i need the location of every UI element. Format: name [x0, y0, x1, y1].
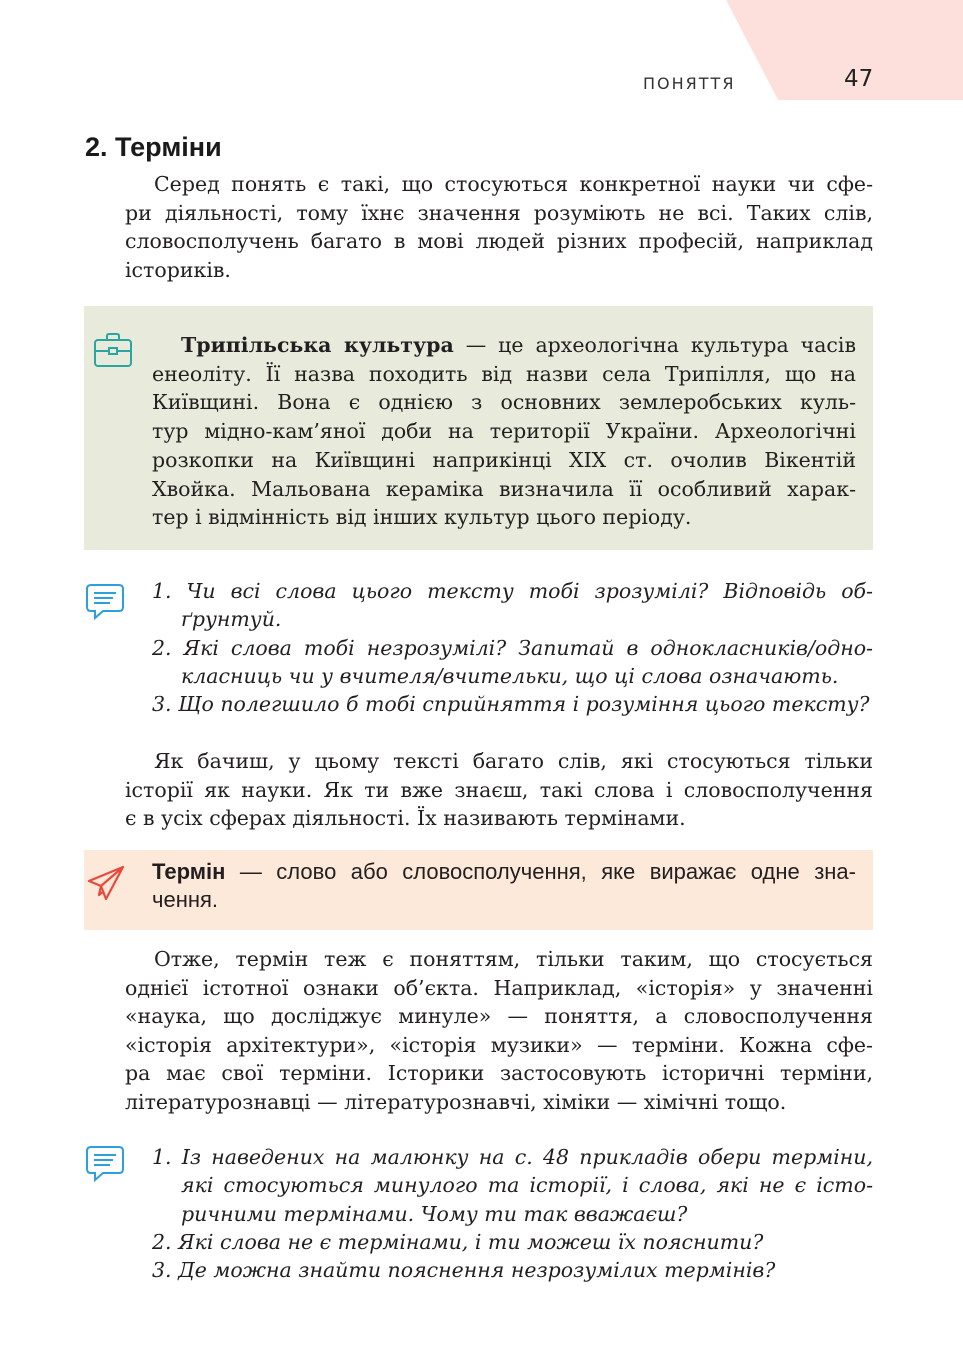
text-line: Київщині. Вона є однією з основних землеробських куль- — [152, 390, 856, 415]
text-line: ра має свої терміни. Історики застосовують історичні терміни, — [125, 1061, 873, 1085]
text-line: ри діяльності, тому їхнє значення розуміють не всі. Таких слів, — [125, 200, 873, 225]
text-line: Як бачиш, у цьому тексті багато слів, які стосуються тільки — [154, 749, 873, 773]
text-line: Трипільська культура — це археологічна культура часів — [181, 333, 857, 357]
text-line: словосполучень багато в мові людей різних професій, наприклад — [125, 229, 873, 253]
intro-paragraph — [125, 170, 873, 284]
question-line: 2. Які слова тобі незрозумілі? Запитай в однокласників/одно- — [152, 635, 873, 660]
text-line: історії як науки. Як ти вже знаєш, такі слова і словосполучення — [125, 777, 873, 802]
questions-list-2 — [152, 1143, 873, 1284]
text-line: істориків. — [125, 257, 231, 282]
chat-bubble-icon — [85, 1145, 125, 1183]
text-line: Термін — слово або словосполучення, яке виражає одне зна- — [152, 859, 856, 884]
text-line: чення. — [152, 887, 219, 912]
running-head: ПОНЯТТЯ — [643, 74, 736, 93]
question-line: 1. Із наведених на малюнку на с. 48 прикладів обери терміни, — [152, 1145, 873, 1169]
paragraph-2 — [125, 747, 873, 833]
question-line: 1. Чи всі слова цього тексту тобі зрозумілі? Відповідь об- — [152, 579, 873, 603]
text-line: однієї істотної ознаки об’єкта. Наприклад, «історія» у значенні — [125, 975, 873, 1000]
text-line: розкопки на Київщині наприкінці ХІХ ст. очолив Вікентій — [152, 447, 856, 472]
text-line: «наука, що досліджує минуле» — поняття, а словосполучення — [125, 1004, 873, 1028]
definition-term: Термін — [152, 859, 226, 884]
text-line: енеоліту. Її назва походить від назви села Трипілля, що на — [152, 361, 856, 386]
question-line: 2. Які слова не є термінами, і ти можеш їх пояснити? — [152, 1229, 764, 1254]
question-line: класниць чи у вчителя/вчительки, що ці слова означають. — [181, 663, 839, 688]
definition-text — [152, 858, 856, 914]
question-line: які стосуються минулого та історії, і слова, які не є істо- — [181, 1173, 873, 1198]
text-line: Серед понять є такі, що стосуються конкретної науки чи сфе- — [154, 172, 873, 196]
paragraph-3 — [125, 945, 873, 1116]
question-line: 3. Що полегшило б тобі сприйняття і розуміння цього тексту? — [152, 692, 870, 717]
info-box-text — [152, 331, 856, 532]
text-line: «історія архітектури», «історія музики» — терміни. Кожна сфе- — [125, 1032, 873, 1057]
chat-bubble-icon — [85, 583, 125, 621]
question-line: ричними термінами. Чому ти так вважаєш? — [181, 1201, 688, 1226]
text-line: літературознавці — літературознавчі, хіміки — хімічні тощо. — [125, 1089, 787, 1114]
text-line: є в усіх сферах діяльності. Їх називають термінами. — [125, 806, 686, 830]
question-line: 3. Де можна знайти пояснення незрозумілих термінів? — [152, 1258, 776, 1283]
question-line: ґрунтуй. — [181, 607, 282, 632]
page-number: 47 — [844, 66, 874, 92]
questions-list-1 — [152, 577, 873, 718]
text-line: Отже, термін теж є поняттям, тільки таким, що стосується — [154, 947, 873, 971]
info-term: Трипільська культура — [181, 333, 454, 357]
briefcase-icon — [93, 332, 133, 368]
text-line: Хвойка. Мальована кераміка визначила її особливий харак- — [152, 476, 856, 501]
section-title: 2. Терміни — [85, 132, 222, 162]
text-line: тур мідно-кам’яної доби на території України. Археологічні — [152, 419, 856, 444]
paper-plane-icon — [86, 864, 126, 904]
text-line: тер і відмінність від інших культур цього періоду. — [152, 505, 692, 530]
